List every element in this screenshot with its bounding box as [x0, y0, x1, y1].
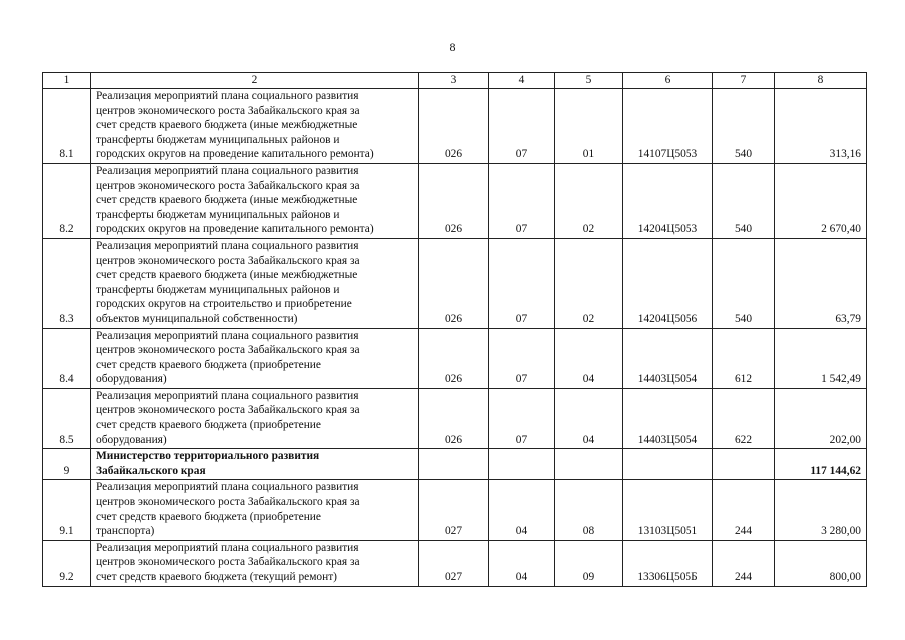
row-description — [91, 238, 419, 328]
code-target-article: 13103Ц5051 — [623, 480, 713, 540]
row-description — [91, 540, 419, 586]
description-line: городских округов на строительство и приобретение — [96, 298, 352, 311]
code-expense-type: 244 — [713, 540, 775, 586]
code-target-article: 14403Ц5054 — [623, 328, 713, 388]
description-line: Реализация мероприятий плана социального развития — [96, 481, 359, 494]
code-expense-type: 540 — [713, 238, 775, 328]
description-line: городских округов на проведение капитального ремонта) — [96, 223, 374, 236]
description-line: счет средств краевого бюджета (иные межбюджетные — [96, 194, 358, 207]
code-subsection: 09 — [555, 540, 623, 586]
code-subsection — [555, 449, 623, 480]
code-section: 07 — [489, 89, 555, 164]
description-line: трансферты бюджетам муниципальных районов и — [96, 133, 340, 146]
budget-table — [42, 72, 867, 587]
description-line: счет средств краевого бюджета (приобретение — [96, 358, 321, 371]
code-expense-type: 622 — [713, 388, 775, 448]
row-description — [91, 388, 419, 448]
description-line: объектов муниципальной собственности) — [96, 312, 298, 325]
header-cell: 1 — [43, 73, 91, 89]
code-ministry: 026 — [419, 238, 489, 328]
description-line: оборудования) — [96, 433, 167, 446]
code-target-article: 14107Ц5053 — [623, 89, 713, 164]
description-line: счет средств краевого бюджета (приобретение — [96, 510, 321, 523]
amount: 3 280,00 — [775, 480, 867, 540]
description-line: центров экономического роста Забайкальского края за — [96, 254, 360, 267]
code-target-article: 14204Ц5056 — [623, 238, 713, 328]
amount: 117 144,62 — [775, 449, 867, 480]
description-line: трансферты бюджетам муниципальных районов и — [96, 283, 340, 296]
description-line: городских округов на проведение капитального ремонта) — [96, 148, 374, 161]
code-section: 07 — [489, 388, 555, 448]
table-header-row — [43, 73, 867, 89]
table-row — [43, 238, 867, 328]
description-line: Реализация мероприятий плана социального развития — [96, 389, 359, 402]
row-description — [91, 163, 419, 238]
code-ministry: 027 — [419, 480, 489, 540]
table-row — [43, 163, 867, 238]
code-target-article: 14403Ц5054 — [623, 388, 713, 448]
code-ministry: 026 — [419, 89, 489, 164]
row-description — [91, 328, 419, 388]
code-subsection: 04 — [555, 388, 623, 448]
description-line: счет средств краевого бюджета (приобретение — [96, 419, 321, 432]
row-number: 8.1 — [43, 89, 91, 164]
description-line: центров экономического роста Забайкальского края за — [96, 404, 360, 417]
code-subsection: 02 — [555, 238, 623, 328]
header-cell: 4 — [489, 73, 555, 89]
code-target-article — [623, 449, 713, 480]
amount: 313,16 — [775, 89, 867, 164]
description-line: трансферты бюджетам муниципальных районов и — [96, 208, 340, 221]
row-number: 9 — [43, 449, 91, 480]
table-row — [43, 540, 867, 586]
code-section: 07 — [489, 328, 555, 388]
amount: 2 670,40 — [775, 163, 867, 238]
description-line: Реализация мероприятий плана социального развития — [96, 164, 359, 177]
description-line: центров экономического роста Забайкальского края за — [96, 556, 360, 569]
code-section: 07 — [489, 163, 555, 238]
description-line: Реализация мероприятий плана социального развития — [96, 541, 359, 554]
table-row — [43, 480, 867, 540]
code-subsection: 08 — [555, 480, 623, 540]
description-line: Реализация мероприятий плана социального развития — [96, 239, 359, 252]
row-number: 9.2 — [43, 540, 91, 586]
page-number: 8 — [449, 40, 456, 54]
code-subsection: 01 — [555, 89, 623, 164]
description-line: оборудования) — [96, 373, 167, 386]
row-description — [91, 89, 419, 164]
description-line: счет средств краевого бюджета (иные межбюджетные — [96, 119, 358, 132]
header-cell: 7 — [713, 73, 775, 89]
row-description — [91, 449, 419, 480]
table-row — [43, 328, 867, 388]
row-number: 8.5 — [43, 388, 91, 448]
table-row — [43, 388, 867, 448]
code-ministry: 026 — [419, 163, 489, 238]
amount: 800,00 — [775, 540, 867, 586]
description-line: Реализация мероприятий плана социального развития — [96, 329, 359, 342]
row-number: 9.1 — [43, 480, 91, 540]
code-ministry — [419, 449, 489, 480]
header-cell: 2 — [91, 73, 419, 89]
description-line: Забайкальского края — [96, 464, 206, 477]
code-section — [489, 449, 555, 480]
code-section: 07 — [489, 238, 555, 328]
header-cell: 3 — [419, 73, 489, 89]
code-ministry: 026 — [419, 328, 489, 388]
code-expense-type: 244 — [713, 480, 775, 540]
header-cell: 8 — [775, 73, 867, 89]
table-body — [43, 89, 867, 587]
description-line: центров экономического роста Забайкальского края за — [96, 104, 360, 117]
table-row — [43, 89, 867, 164]
description-line: Министерство территориального развития — [96, 450, 320, 463]
code-expense-type — [713, 449, 775, 480]
code-expense-type: 540 — [713, 163, 775, 238]
description-line: центров экономического роста Забайкальского края за — [96, 496, 360, 509]
row-description — [91, 480, 419, 540]
code-section: 04 — [489, 480, 555, 540]
description-line: транспорта) — [96, 525, 155, 538]
amount: 63,79 — [775, 238, 867, 328]
code-subsection: 04 — [555, 328, 623, 388]
row-number: 8.3 — [43, 238, 91, 328]
description-line: центров экономического роста Забайкальского края за — [96, 344, 360, 357]
description-line: центров экономического роста Забайкальского края за — [96, 179, 360, 192]
header-cell: 6 — [623, 73, 713, 89]
row-number: 8.2 — [43, 163, 91, 238]
code-expense-type: 540 — [713, 89, 775, 164]
description-line: счет средств краевого бюджета (иные межбюджетные — [96, 269, 358, 282]
amount: 1 542,49 — [775, 328, 867, 388]
table-row — [43, 449, 867, 480]
description-line: счет средств краевого бюджета (текущий ремонт) — [96, 571, 337, 583]
code-ministry: 026 — [419, 388, 489, 448]
header-cell: 5 — [555, 73, 623, 89]
code-expense-type: 612 — [713, 328, 775, 388]
code-target-article: 13306Ц505Б — [623, 540, 713, 586]
description-line: Реализация мероприятий плана социального развития — [96, 90, 359, 102]
code-target-article: 14204Ц5053 — [623, 163, 713, 238]
code-subsection: 02 — [555, 163, 623, 238]
code-section: 04 — [489, 540, 555, 586]
row-number: 8.4 — [43, 328, 91, 388]
code-ministry: 027 — [419, 540, 489, 586]
amount: 202,00 — [775, 388, 867, 448]
